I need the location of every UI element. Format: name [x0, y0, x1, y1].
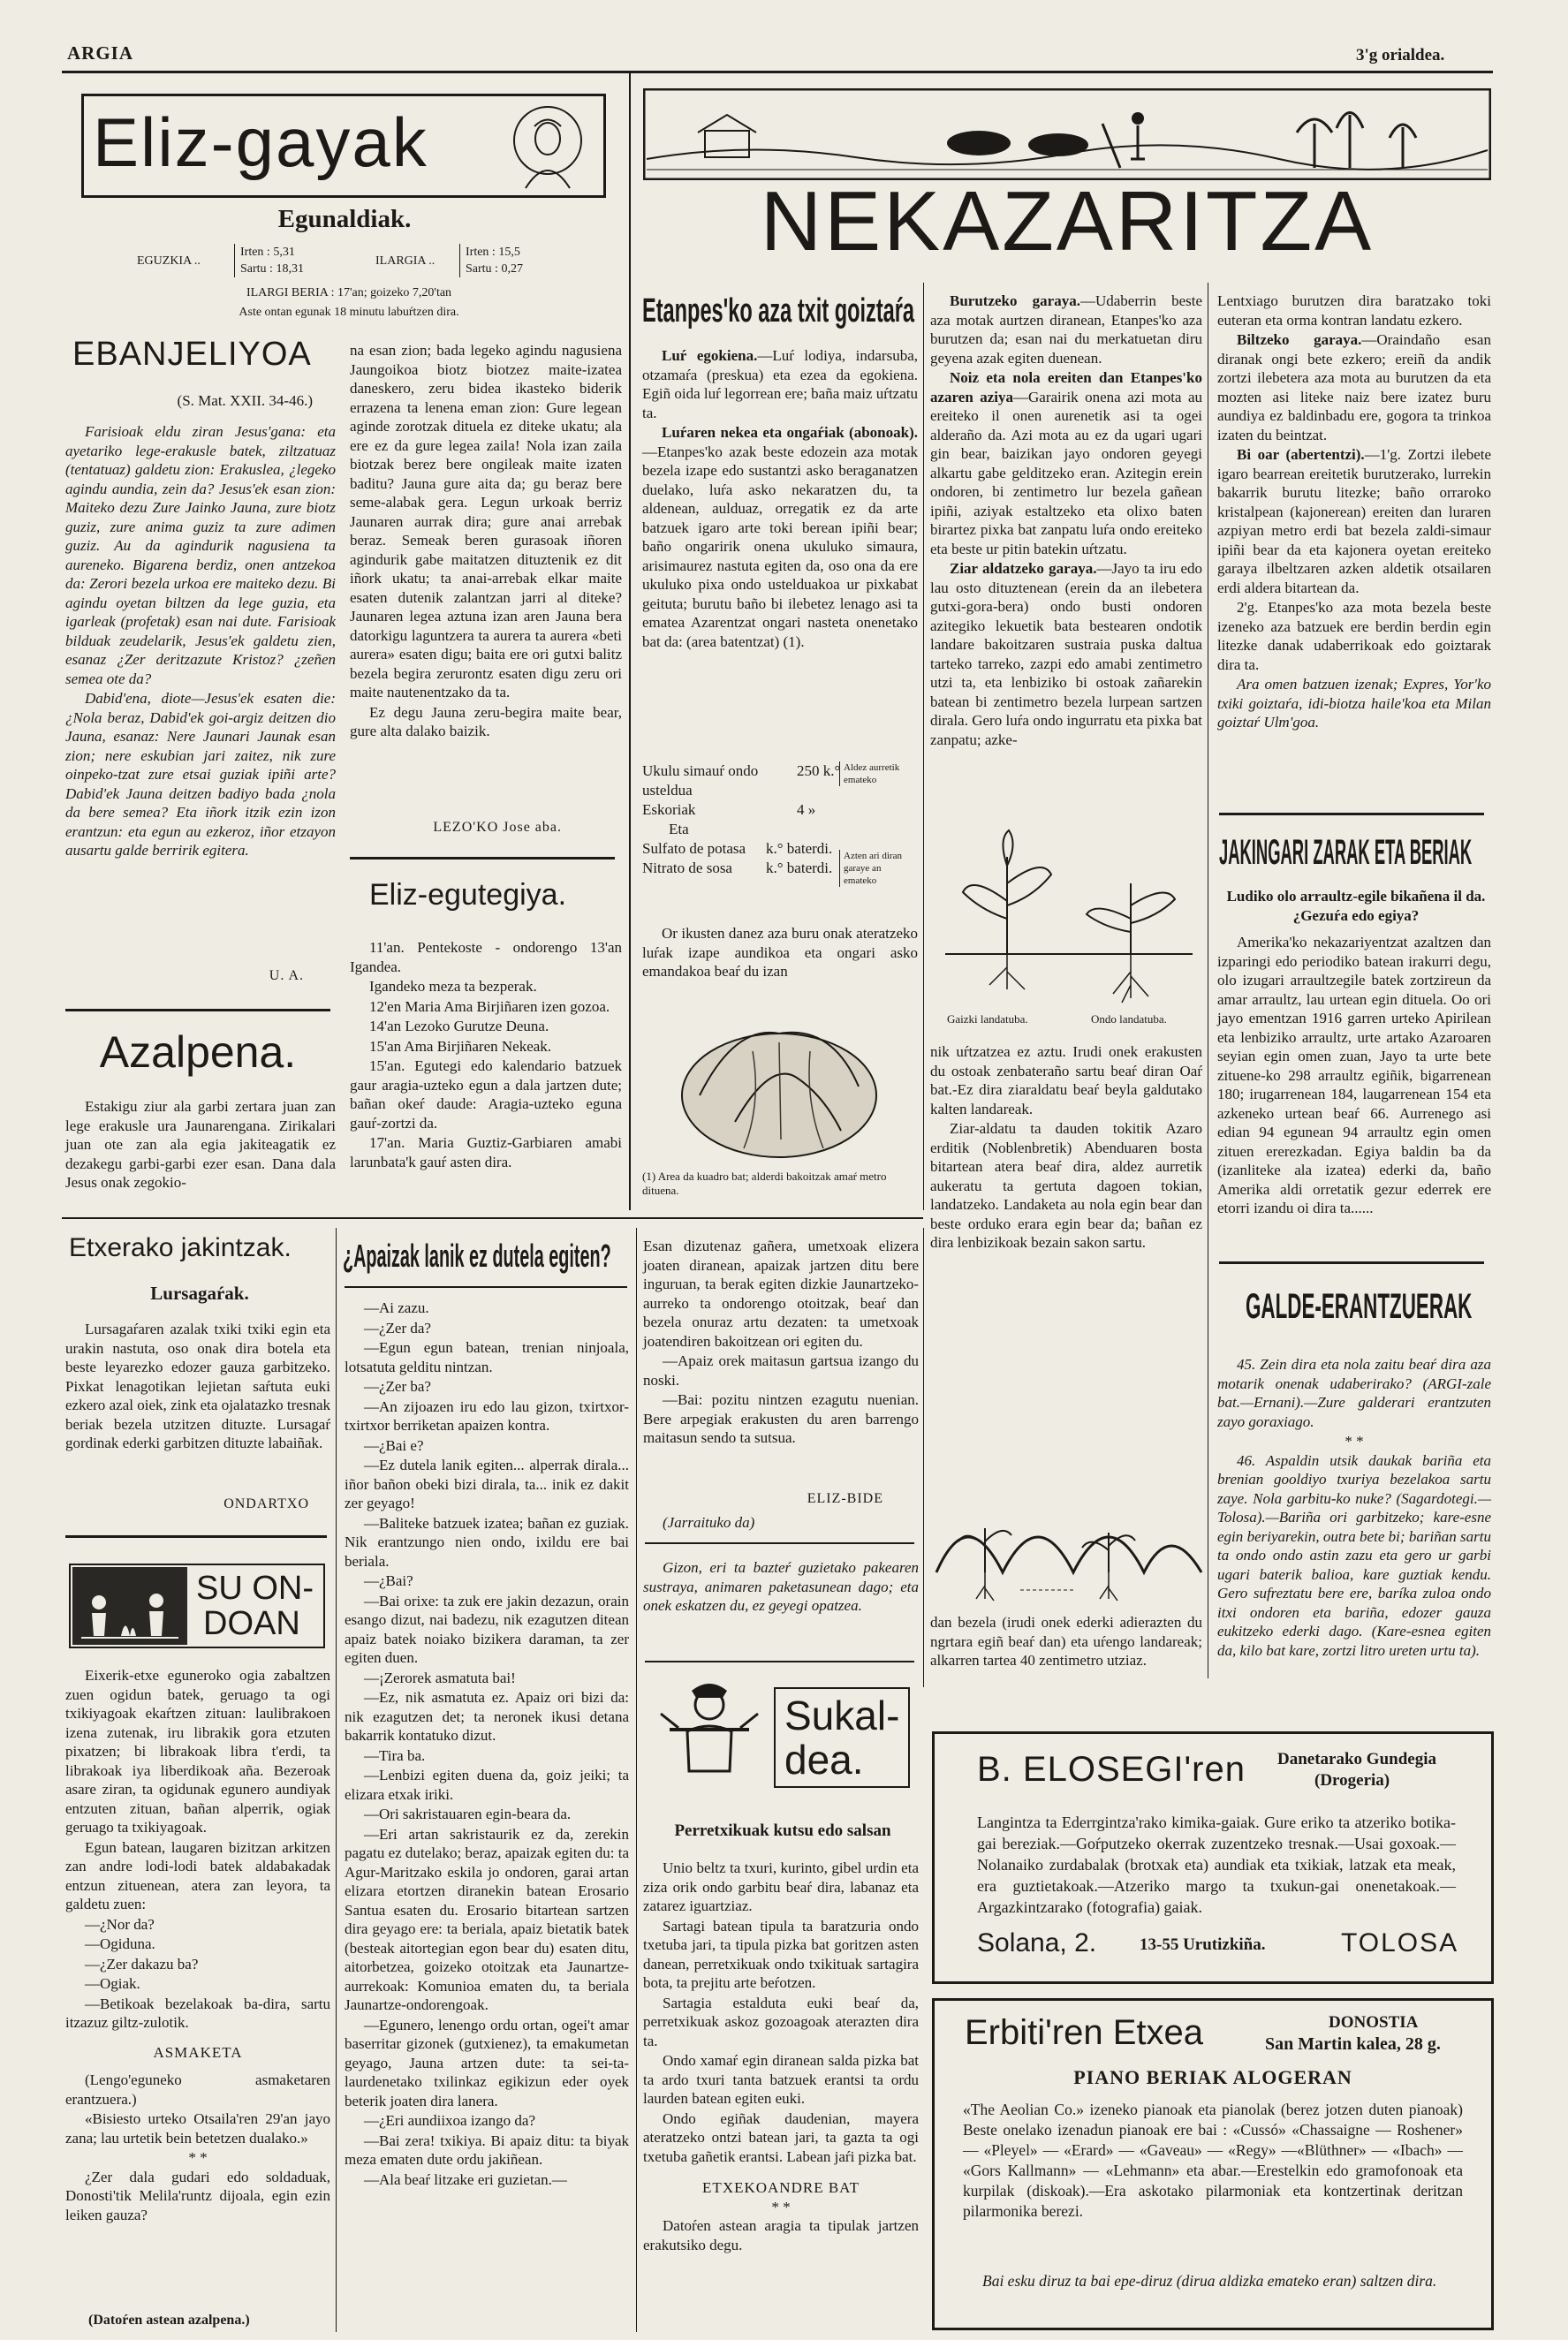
- elosegi-right1: Danetarako Gundegia: [1277, 1750, 1436, 1768]
- jakingari-body: [1217, 933, 1491, 1219]
- apaizak-line: —¿Bai?: [364, 1572, 413, 1589]
- etanpes-title-text: Etanpes'ko aza txit goiztaŕa: [642, 292, 915, 329]
- jakingari-title: [1219, 830, 1493, 880]
- ongari-head: Luŕaren nekea eta ongaŕiak (abonoak).: [662, 424, 918, 441]
- ilargi-beria: ILARGI BERIA : 17'an; goizeko 7,20'tan: [246, 286, 452, 299]
- rule: [645, 1542, 914, 1544]
- farm-illustration: [643, 88, 1491, 180]
- ebanjeliyoa-title: EBANJELIYOA: [72, 336, 312, 373]
- aste-note: Aste ontan egunak 18 minutu labuŕtzen dira.: [239, 306, 459, 319]
- table-row: Sulfato de potasa k.° baterdi.: [642, 840, 833, 857]
- vertical-rule: [923, 283, 924, 1210]
- erbiti-body-2: Bai esku diruz ta bai epe-diruz (dirua aldizka emateko eran) saltzen dira.: [982, 2272, 1437, 2290]
- egutegiya-item: 11'an. Pentekoste - ondorengo 13'an Igandea.: [350, 939, 622, 975]
- apaizak-line: —An zijoazen iru edo lau gizon, txirtxor-txirtxor berriketan apaizen kontra.: [345, 1397, 629, 1434]
- ilargia-irten: Irten : 15,5: [466, 246, 520, 259]
- bi-oar-head: Bi oar (abertentzi).: [1237, 446, 1365, 463]
- erbiti-body: «The Aeolian Co.» izeneko pianoak eta pianolak (berez jotzen duten pianoak) Beste onelako izenadun pianoak ere bai : «Cussó» «Chassaigne — Roshener» — «Pleyel» — «Erard» — «Gaveau» — «Regy» —«Blüthner» — «Ibach» — «Gors Kallmann» — «Lehmann» eta abar.—Erestelkin edo gramofonoak eta kurpilak (diskoak).—Era askotako pilarmoniak eta kontzertinak deritzan pilarmonika berezi.: [963, 2101, 1463, 2220]
- col2-p2: Ez degu Jauna zeru-begira maite bear, gure alta dalako baizik.: [350, 703, 622, 739]
- erbiti-city: DONOSTIA: [1329, 2013, 1419, 2032]
- sukaldea-body: [643, 1859, 919, 2255]
- vertical-rule: [923, 1228, 924, 1687]
- burutzeko-p5: Ziar-aldatu ta dauden tokitik Azaro erditik (Noblenbretik) Abenduaren bosta bitartean atera beaŕ dira, aldez aurretik aukeratu ta gertuta dagoen tokian, landatzeko. Landaketa au nola egin bear dan beste orduko erara egin bear da; bañan ez dira lenbizikoak bezain sakon sartu.: [930, 1120, 1202, 1251]
- elosegi-name: B. ELOSEGI'ren: [977, 1750, 1246, 1789]
- dialogue-line: —Ogiak.: [85, 1975, 140, 1992]
- azalpena-body: [65, 1097, 336, 1193]
- etxerako-p1: Lursagaŕaren azalak txiki txiki egin eta urakin nastuta, oso onak dira botela eta beste leyarezko edozer gauza garbitzeko. Pixkat lenagotikan lejietan saŕtuta euki ezkero azal oiek, zink eta ojalatazko tresnak beriak bezela utzitzen dituzte. Lursagaŕ gordinak ederki garbitzen dituzte labaiñak.: [65, 1321, 330, 1451]
- apaizak-line: —Eri artan sakristaurik ez da, zerekin pagatu ez dutelako; beraz, apaizak egiten du: ta Agur-Maritzako eskila jo ondoren, garai artan elizara etortzen diranekin batean Erosario Santua esaten du. Erosario bitartean sartzen dira geyago ere: ta beriala, apaiz bietatik batek (besteak aitortegian egon bear du) esaten ditu, aitorbetzea, goizeko otoitzak eta Jaunartze-aurrekoak: Komunioa ematen du, ta beriala Jaunartze-ondorengoak.: [345, 1825, 629, 2013]
- col3-bottom-p1: dan bezela (irudi onek ederki adierazten du ngrtara egiñ beaŕ dan) eta uŕengo landareak; alkarren tartea 40 zentimetro utziaz.: [930, 1614, 1202, 1669]
- burutu-p1: Lentxiago burutzen dira baratzako toki euteran eta orma kontran landatu ezkero.: [1217, 292, 1491, 329]
- section-divider: [62, 1217, 923, 1219]
- suondoan-p4: «Bisiesto urteko Otsaila'ren 29'an jayo zana; lau urtetik bein betetzen dualako.»: [65, 2110, 330, 2147]
- dialogue-line: —Betikoak bezelakoak ba-dira, sartu itzazuz giltz-zulotik.: [65, 1995, 330, 2031]
- burutzeko-p1: —Udaberrin beste aza motak aurtzen diranean, Etanpes'ko aza burutzen da; esan nai du merkatuetan diru geyena azak egiten duenean.: [930, 292, 1203, 367]
- galde-title: [1246, 1284, 1493, 1334]
- esan-p3: —Bai: pozitu nintzen ezagutu nuenian. Bere arpegiak erakusten du aren barrengo maitasun sendo ta sutsua.: [643, 1391, 919, 1446]
- elosegi-body: Langintza ta Ederrgintza'rako kimika-gaiak. Gure eriko ta atzeriko botika-gai bereziak.—Goŕputzeko okerrak zuzentzeko tresnak.—Usai goxoak.—Nolanaiko zurdabalak (brotxak eta) aundiak eta txikiak, latzak eta meak, era guztietakoak.—Atzeriko margo ta txukun-gai onenetakoak.—Argazkintzarako (fotografia) gaiak.: [977, 1814, 1456, 1916]
- egutegiya-item: 17'an. Maria Guztiz-Garbiaren amabi larunbata'k gauŕ asten dira.: [350, 1134, 622, 1170]
- ebanjeliyoa-body: [65, 422, 336, 861]
- note-growing: Azten ari diran garaye an emateko: [839, 850, 914, 887]
- burutzeko-p2: —Garairik onena azi mota au ereiteko il onen aurenetik asi ta ogei alderaño da. Azi mota au ez da ugari ugari gin bear, baizikan jayo ondoren geyegi alkartu gabe gelditzeko eran. Azitegin erein ondoren, bi zentimetro lur bezela gañean ipiñi, aziyak estaltzeko eta olixo baten birartez pixka bat zanpatu luŕa ondo ereiteko eta beste ur pitin batekin uŕtzatu.: [930, 388, 1202, 557]
- apaizak-title: [343, 1237, 633, 1281]
- sukaldea-subtitle: Perretxikuak kutsu edo salsan: [674, 1821, 891, 1840]
- header-rule: [62, 71, 1493, 73]
- etanpes-p2: —Etanpes'ko azak beste edozein aza motak bezela izape edo sustantzi asko beraganatzen duelako, luŕa asko nekaratzen du, ta aldenean, aulduaz, orregatik ez da arte batzuek igaro arte toki berean ipiñi bear; baño ongaririk onena ukuluko simaura, arisimaurez nastuta egiten da, oso ona da ere ukuluko pixa ondo ustelduakoa ur pixkabat geituta; burutu baño bi ilebetez lenago asi ta ematea Azarentzat ongari nasteta onenetako bat da: (area batentzat) (1).: [642, 443, 918, 650]
- etxerako-body: [65, 1320, 330, 1454]
- eguzkia-times: [234, 244, 304, 277]
- burutu-body: [1217, 292, 1491, 733]
- apaizak-line: —Tira ba.: [364, 1746, 426, 1764]
- egutegiya-title: Eliz-egutegiya.: [369, 878, 567, 912]
- apaizak-line: —¿Zer ba?: [364, 1378, 431, 1395]
- galde-q45: 45. Zein dira eta nola zaitu beaŕ dira aza motarik onenak udaberirako? (ARGI-zale bat.—Ernani).—Zure galderari erantzuten zayo goraxiago.: [1217, 1356, 1491, 1430]
- noiz-head: Noiz eta nola ereiten dan Etanpes'ko azaren aziya: [930, 369, 1202, 405]
- elosegi-right2: (Drogeria): [1314, 1771, 1390, 1790]
- asmaketa-title: ASMAKETA: [153, 2043, 243, 2061]
- ebanjeliyoa-ref: (S. Mat. XXII. 34-46.): [177, 392, 313, 409]
- stars: * *: [771, 2198, 791, 2215]
- ebanjeliyoa-continued: [350, 341, 622, 742]
- apaizak-line: —Egunero, lenengo ordu ortan, ogei't amar baserritar gizonek (gutxienez), ta emakumetan geyago, Jauna artzen dute: ta sei-ta-laurdenetako txilinkaz egikizun eder oyek beterik joaten dira lanera.: [345, 2016, 629, 2109]
- table-row: Ukulu simauŕ ondo usteldua 250 k.°: [642, 762, 841, 799]
- suondoan-title-2: DOAN: [203, 1605, 300, 1642]
- biltzeko-head: Biltzeko garaya.: [1237, 331, 1362, 348]
- fireside-illustration: [72, 1567, 187, 1645]
- sukaldea-box: [774, 1687, 910, 1788]
- etxekoandre-sig: ETXEKOANDRE BAT: [702, 2179, 860, 2196]
- elosegi-addr: Solana, 2.: [977, 1928, 1097, 1958]
- apaizak-line: —¿Bai e?: [364, 1436, 424, 1454]
- ilargia-times: [459, 244, 523, 277]
- azalpena-title: Azalpena.: [99, 1027, 297, 1077]
- apaizak-line: —Ez dutela lanik egiten... alperrak dirala... iñor bañon obeki bizi dirala, ta... inik ez dakit zer geyago!: [345, 1457, 629, 1511]
- rule: [350, 857, 615, 860]
- dialogue-line: —¿Nor da?: [85, 1915, 155, 1933]
- sukaldea-title-1: Sukal-: [784, 1693, 900, 1738]
- header-right: 3'g orialdea.: [1356, 46, 1445, 64]
- saint-illustration: [499, 100, 596, 190]
- apaizak-line: —Ori sakristauaren egin-beara da.: [364, 1806, 572, 1822]
- planting-illustration: [936, 822, 1201, 1007]
- suondoan-masthead: [69, 1564, 325, 1648]
- apaizak-line: —Bai zera! txikiya. Bi apaiz ditu: ta biyak meza ematen dute ordu jakiñean.: [345, 2132, 629, 2168]
- cabbage-illustration: [664, 989, 894, 1166]
- eliz-bide-sig: ELIZ-BIDE: [807, 1491, 883, 1506]
- dialogue-line: —¿Zer dakazu ba?: [85, 1955, 199, 1973]
- eta-label: Eta: [669, 821, 689, 837]
- etxerako-sub: Lursagaŕak.: [150, 1283, 249, 1304]
- erbiti-name: Erbiti'ren Etxea: [965, 2013, 1203, 2052]
- etanpes-title: [642, 292, 918, 336]
- apaizak-line: —Baliteke batzuek izatea; bañan ez guziak. Nik erantzungo nien ondo, ixildu ere bai beriala.: [345, 1514, 629, 1570]
- cook-illustration: [652, 1678, 767, 1784]
- suondoan-title-1: SU ON-: [196, 1570, 314, 1607]
- ebanjeliyoa-sig: U. A.: [269, 968, 304, 983]
- burutu-p4: 2'g. Etanpes'ko aza mota bezela beste izeneko aza batzuek ere berdin berdin egin litezke danak udaberrikoak edo goiztarak dira ta.: [1217, 599, 1491, 673]
- esan-p1: Esan dizutenaz gañera, umetxoak elizera joaten diranean, apaizak jartzen ditu bere inguruan, ta berak egiten dizkie Jaunartzeko-aurreko ta ondorengo otoitzak, beaŕ dan bezela onuraz artu dezaten: ta umetxoak joatendiren bakoitzean ori egiten du.: [643, 1238, 919, 1350]
- gizon-quote: [643, 1558, 919, 1617]
- jakingari-subtitle: Ludiko olo arraultz-egile bikañena il da. ¿Gezuŕa edo egiya?: [1226, 888, 1486, 924]
- ebanjeliyoa-p2: Dabid'ena, diote—Jesus'ek esaten die: ¿Nola beraz, Dabid'ek goi-argiz deitzen dio Jauna, esanaz: Nere Jaunari Jaunak esan zion; nere eskubian jari zaitez, nik zure oinpeko-tzat zure etsai guziak ipiñi arte? Dabid'ek Jauna deitzen badiyo bada ¿nola da bere semea? Eta iñork itzik ezin izon erantzun: eta egun au ezkeroz, iñor etzayon ausartu galde berririk egitera.: [65, 690, 336, 859]
- azalpena-p1: Estakigu ziur ala garbi zertara juan zan lege erakusle ura Jaunarengana. Zirikalari juan ote zan ala egia jakiteagatik ez dezakegu garbi-garbi ezer esan. Dana dala Jesus onak zegokio-: [65, 1098, 336, 1191]
- etanpes-body-2: [642, 924, 918, 982]
- sukaldea-p5: Ondo egiñak daudenian, mayera ateratzeko ontzi batean jari, ta gazta ta ogi txetuba gañetik erantsi. Labean jaŕi pizka bat.: [643, 2109, 919, 2165]
- eliz-gayak-title: Eliz-gayak: [93, 103, 428, 181]
- dialogue-line: —Ogiduna.: [85, 1935, 155, 1952]
- sukaldea-p6: Datoŕen astean aragia ta tipulak jartzen erakutsiko degu.: [643, 2217, 919, 2253]
- egutegiya-item: 12'en Maria Ama Birjiñaren izen gozoa.: [369, 997, 610, 1015]
- ilargia-label: ILARGIA ..: [375, 254, 436, 268]
- col2-p1: na esan zion; bada legeko agindu nagusiena Jaungoikoa biotz biotzez maite-izatea daneskero, zeru bidea ikasteko biderik errazena ta lenena eman zion: Gure legean aginde zorotzak dituela ez diteke ukatu; ala ere ez da gure legea zaila! Nola izan zaila biotzak berez bere ongileak maite izaten baditu? Jauna gure aita da; gu beraz bere seme-alabak gera. Legun urkoak berriz Jaunaren aurrak dira; gure anai arrebak beraz. Semeak beren gurasoak iñoren agindurik gabe maitatzen dituztenik ez dit iñork ukatu; ta anai-arrebak elkar maite esaten dutenik zalantzan jarri al diteke? Jaunaren legea aztuna izan aren Jauna bera datorkigu laguntzera ta aurera ta aurera «beti aurera» esaten digu; baita ere ori gutxi balitz bezela begira zerurontz esaten digu zeru ori maite nautenentzako da ta.: [350, 342, 622, 700]
- burutu-p5: Ara omen batzuen izenak; Expres, Yor'ko txiki goiztaŕa, idi-biotza haile'koa eta Milan goiztaŕ Ulm'goa.: [1217, 676, 1491, 731]
- suondoan-footnote: (Datoŕen astean azalpena.): [88, 2313, 250, 2328]
- apaizak-body: [345, 1299, 629, 2190]
- erbiti-addr: San Martin kalea, 28 g.: [1265, 2034, 1441, 2054]
- egutegiya-item: 14'an Lezoko Gurutze Deuna.: [369, 1018, 549, 1034]
- apaizak-line: —¿Eri aundiixoa izango da?: [364, 2112, 536, 2129]
- stars: * *: [188, 2149, 208, 2166]
- apaizak-line: —Egun egun batean, trenian ninjoala, lotsatuta gelditu nintzan.: [345, 1339, 629, 1375]
- caption-gaizki: Gaizki landatuba.: [947, 1012, 1028, 1026]
- eguzkia-sartu: Sartu : 18,31: [240, 262, 304, 276]
- egutegiya-list: [350, 938, 622, 1172]
- stars: * *: [1345, 1433, 1364, 1450]
- egutegiya-item: 15'an. Egutegi edo kalendario batzuek gaur aragia-uzteko egun a dala jartzen dute; bañan okeŕ daude: Aragia-uzteko eguna gauŕ-zortzi da.: [350, 1057, 622, 1132]
- egutegiya-item: 15'an Ama Birjiñaren Nekeak.: [369, 1037, 552, 1055]
- table-row: Nitrato de sosa k.° baterdi.: [642, 860, 833, 876]
- galde-body: [1217, 1355, 1491, 1661]
- elosegi-city: TOLOSA: [1341, 1928, 1459, 1958]
- burutzeko-body-2: [930, 1042, 1202, 1253]
- egunaldiak-title: Egunaldiak.: [277, 205, 412, 233]
- jakingari-p1: Amerika'ko nekazariyentzat azaltzen dan izparingi edo periodiko batean irakurri degu, olo izugari arraultzegile batek zortzireun da amar arraultz, lau urtean egin dituela. Oo ori jayo ementzan 1916 garren urteko Apirilean eta lenbiziko arraultz, urte artako Azaroaren seyian egin omen zuan, Jayo ta urte bete zituene-ko 298 arraultz egiñik, bigarrenean 180; irugarrenean 184, laugarrenean 154 eta azkeneko urtean beaŕ 66. Aurrenego asi edian 94 egunean 94 arraultz egin omen zituen ererezkadan. Egiya baldin ba da (izanliteke ala izatea) ederki da, baño Amerika aldi orretatik gezur ederrek ere etorri izandu oi dira ta......: [1217, 934, 1491, 1216]
- etanpes-p1: —Luŕ lodiya, indarsuba, otzamaŕa (preskua) eta ezea da egokiena. Egiñ oida luŕ legorrean ere; baña maiz uŕtzatu ta.: [642, 347, 918, 421]
- sukaldea-p3: Sartagia estalduta euki beaŕ da, perretxikuak askoz gozoagoak aterazten dira ta.: [643, 1994, 919, 2049]
- sukaldea-p1: Unio beltz ta txuri, kurinto, gibel urdin eta ziza orik ondo garbitu beaŕ dira, labanaz eta zatarez iguartziaz.: [643, 1859, 919, 1914]
- ziar-head: Ziar aldatzeko garaya.: [950, 560, 1097, 577]
- caption-ondo: Ondo landatuba.: [1091, 1012, 1167, 1026]
- vertical-rule: [629, 71, 631, 1210]
- apaizak-line: —¡Zerorek asmatuta bai!: [364, 1669, 516, 1686]
- cabbage-caption: (1) Area da kuadro bat; alderdi bakoitzak amaŕ metro dituena.: [642, 1170, 887, 1197]
- ilargia-sartu: Sartu : 0,27: [466, 262, 523, 276]
- apaizak-line: —Lenbizi egiten duena da, goiz jeiki; ta elizara etxak iriki.: [345, 1767, 629, 1803]
- burutu-p2: —Oraindaño esan diranak ongi bete ezkero; ereiñ da andik zortzi ilebetera aza mota au burutzen da eta mozten asi liteke naiz bere izatez buru aundiya ez baldinbadu ere, gogora ta trinkoa izaten du beintzat.: [1217, 331, 1491, 443]
- burutzeko-p3: —Jayo ta iru edo lau osto dituztenean (erein da an ilebetera gutxi-gora-bera) ondo busti ondoren azitegiko lekuetik bata bestearen ondotik landare bakoitzaren sustraia puska daltua tarteko tarreko, zazpi edo amabi zentimetro utzi ta, eta lenbiziko bi ostoak zañarekin batean bi zentimetro bezela lurpean sartzen dirala. Gero luŕa ondo ingurratu eta pixka bat zanpatu; azke-: [930, 560, 1203, 748]
- galde-title-text: GALDE-ERANTZUERAK: [1246, 1287, 1473, 1326]
- apaizak-title-text: ¿Apaizak lanik ez dutela egiten?: [343, 1238, 611, 1274]
- sukaldea-p4: Ondo xamaŕ egin diranean salda pizka bat ta ardo txuri tanta batzuek erantsi ta ordu laurden batean egiten euki.: [643, 2052, 919, 2107]
- header-left: ARGIA: [67, 42, 134, 64]
- sukaldea-p2: Sartagi batean tipula ta baratzuria ondo txetuba jari, ta tipula pizka bat goritzen asten danean, perretxikuak ondo txikituak sartagira bota, ta prejitu arte beŕotzen.: [643, 1917, 919, 1991]
- table-row: Eskoriak 4 »: [642, 801, 816, 818]
- rule: [645, 1661, 914, 1662]
- suondoan-p3: (Lengo'eguneko asmaketaren erantzuera.): [65, 2071, 330, 2108]
- jarraituko: (Jarraituko da): [663, 1514, 755, 1531]
- apaizak-line: —Ala beaŕ litzake eri guzietan.—: [364, 2170, 567, 2188]
- lezoko-sig: LEZO'KO Jose aba.: [433, 820, 562, 835]
- rule: [65, 1535, 327, 1538]
- sukaldea-title-2: dea.: [784, 1737, 864, 1783]
- rule: [65, 1009, 330, 1011]
- vertical-rule: [336, 1228, 337, 2332]
- note-before: Aldez aurretik emateko: [839, 761, 914, 786]
- erbiti-sub: PIANO BERIAK ALOGERAN: [1073, 2066, 1352, 2088]
- elosegi-tel: 13-55 Urutizkiña.: [1140, 1935, 1266, 1954]
- esan-p2: —Apaiz orek maitasun gartsua izango du noski.: [643, 1352, 919, 1389]
- suondoan-body: [65, 1666, 330, 2225]
- burutzeko-head: Burutzeko garaya.: [950, 292, 1080, 309]
- etanpes-body: [642, 346, 918, 652]
- ondartxo-sig: ONDARTXO: [223, 1496, 309, 1511]
- apaizak-line: —Ai zazu.: [364, 1299, 429, 1316]
- burutu-p3: —1'g. Zortzi ilebete igaro bearrean ereitetik burutzerako, lurrekin bakarrik burutu litezke; baño orraroko kristalpean (kajonerean) ereiten dan luraren azpiyan metro erdi bat bezela zaldi-simaur ipiñi bear da eta kajonera oyetan ereiteko garaya ilbeltzaren azken aldetik otsailaren erdi aldera bitartean da.: [1217, 446, 1492, 596]
- apaizak-line: —Ez, nik asmatuta ez. Apaiz ori bizi da: nik ezagutzen det; ta neronek ikusi detana bakarrik kontatuko dizut.: [345, 1689, 629, 1744]
- col3-bottom-body: [930, 1613, 1202, 1671]
- suondoan-p5: ¿Zer dala gudari edo soldaduak, Donosti'tik Melila'runtz dijoala, egin ezin leiken gauza?: [65, 2168, 330, 2223]
- jakingari-title-text: JAKINGARI ZARAK ETA BERIAK: [1219, 833, 1473, 872]
- erbiti-ad: [932, 1998, 1494, 2330]
- vertical-rule: [636, 1228, 637, 2332]
- eguzkia-irten: Irten : 5,31: [240, 246, 295, 259]
- apaizak-line: —¿Zer da?: [364, 1319, 431, 1337]
- luŕ-head: Luŕ egokiena.: [662, 347, 758, 364]
- rule: [1219, 1261, 1484, 1264]
- apaizak-line: —Bai orixe: ta zuk ere jakin dezazun, orain esango dizut, nai badezu, nik ezagutzen ditean apaiz batek noiako bizikera daraman, ta zer egiten duen.: [345, 1592, 629, 1666]
- planting-depth-illustration: [932, 1466, 1206, 1608]
- rule: [1219, 813, 1484, 815]
- galde-q46: 46. Aspaldin utsik daukak bariña eta brenian gooldiyo txuriya bezelakoa sartu zaye. Nola garbitu-ko nuke? (Sagardotegi.—Tolosa).—Bariña ori garbitzeko; kare-esne egin beriyarekin, outra bete bi; bariñan sartu ta ondo ondo astin zazu eta gero ur garbi ugari baterik balioa, kare guztiak kendu. Gero sufreztatu bere ere, baríka zuloa ondo itxi ondoren eta bariña, edozer gauza eukitzeko ederki dago. (Kare-esnea egiten da, kilo bat kare, zortzi litro ureten urtu ta).: [1217, 1451, 1491, 1659]
- burutzeko-p4: nik uŕtzatzea ez aztu. Irudi onek erakusten du ostoak zenbateraño sartu beaŕ diran Oaŕ bat.-Ez dira ziaraldatu beaŕ beyla galdutako kalten landareak.: [930, 1043, 1202, 1117]
- esan-body: [643, 1237, 919, 1449]
- egutegiya-item: Igandeko meza ta bezperak.: [369, 978, 537, 995]
- suondoan-p2: Egun batean, laugaren bizitzan arkitzen zan andre lodi-lodi batek aldabakadak entzun zituenean, atera zan leyora, ta galdetu zuen:: [65, 1838, 330, 1912]
- etanpes-p3: Or ikusten danez aza buru onak ateratzeko luŕak izape aundikoa eta ongari asko emandakoa beaŕ du izan: [642, 925, 918, 980]
- nekazaritza-title: NEKAZARITZA: [760, 174, 1375, 269]
- eliz-gayak-masthead: [81, 94, 606, 198]
- etxerako-title: Etxerako jakintzak.: [69, 1233, 292, 1262]
- elosegi-ad: [932, 1731, 1494, 1984]
- suondoan-p1: Eixerik-etxe eguneroko ogia zabaltzen zuen ogidun batek, geruago ta ogi txikiyagoak ekaŕtzen zituan: laulibrakoen izena zutenak, iru librakik gora etzuten pixatzen; bi librakoak libra t'erdi, ta librakoak iya liberdikoak aña. Bezeroak asare ziran, ta ogidunak egunero aundiyak entzuten zituan, bañan alperrik, ogiak geruago ta txikiyagoak.: [65, 1667, 330, 1836]
- eguzkia-label: EGUZKIA ..: [137, 254, 201, 268]
- gizon-p: Gizon, eri ta bazteŕ guzietako pakearen sustraya, animaren paketasunean dago; eta onek eskatzen du, ez geyegi opatzea.: [643, 1559, 919, 1614]
- burutzeko-body: [930, 292, 1202, 750]
- rule: [345, 1286, 627, 1288]
- ebanjeliyoa-p1: Farisioak eldu ziran Jesus'gana: eta ayetariko lege-erakusle batek, ziltzatuaz (tentatuaz) galdetu zion: Erakuslea, ¿legeko agindu aundia, zein da? Jesus'ek esan zion: Maiteko dezu Zure Jainko Jauna, zure biotz guziz, zure anima guziz ta zure adimen guziz. Au da agindurik nagusiena ta aureneko. Bigarena berdiz, onen antzekoa da: Zerori bezela urkoa ere maiteko dezu. Bi agindu oyetan biltzen da lege guzia, eta igarleak (profetak) esan nai dute. Farisioak bilduak zeudelarik, Jesus'ek galdetu zien, esanaz ¿Zer deritzazute Kristoz? ¿zeñen semea ote da?: [65, 423, 336, 687]
